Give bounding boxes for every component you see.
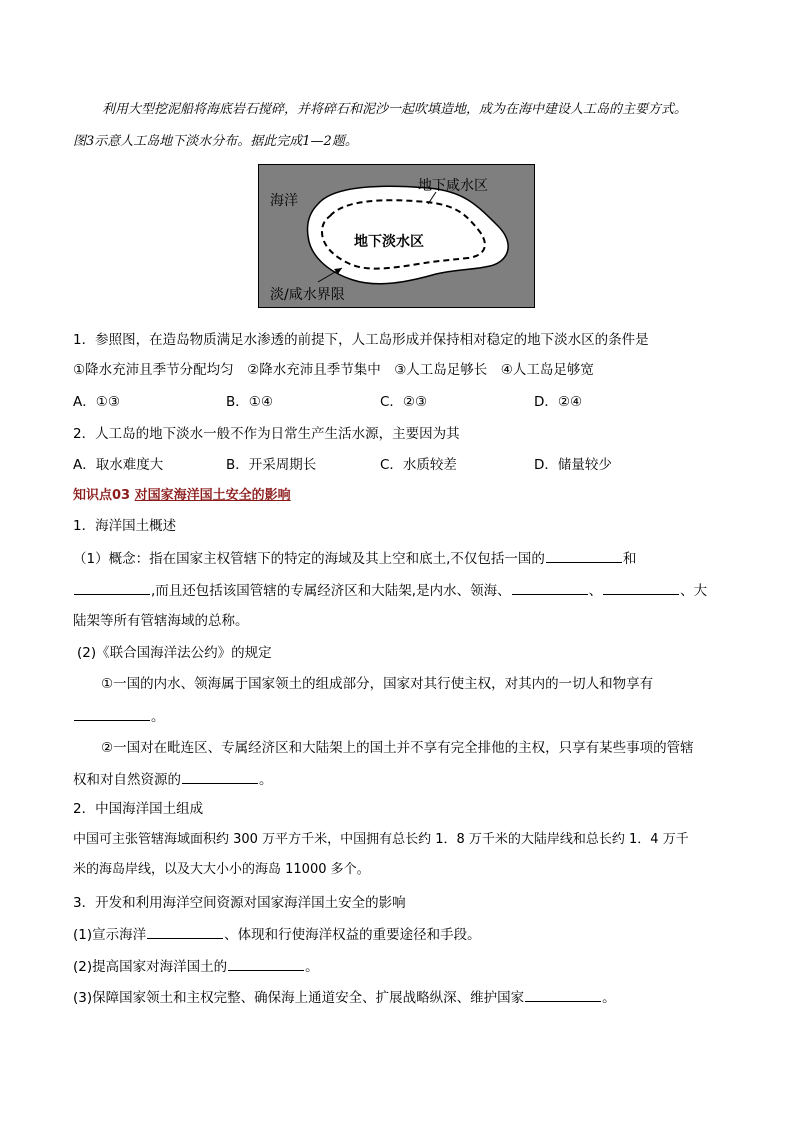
blank-7[interactable] [147, 924, 223, 939]
concept-text-a: （1）概念：指在国家主权管辖下的特定的海域及其上空和底土,不仅包括一国的 [73, 551, 545, 567]
blank-2[interactable] [74, 580, 150, 595]
q1-option-d[interactable]: D．②④ [534, 394, 583, 410]
section2-title: 2．中国海洋国土组成 [73, 801, 204, 817]
concept-line-1 [73, 548, 636, 569]
ocean-label: 海洋 [270, 193, 298, 209]
blank-1[interactable] [546, 548, 622, 563]
q1-option-b[interactable]: B．①④ [226, 394, 273, 410]
section3-point-1 [73, 924, 481, 945]
section3-point-3 [73, 987, 616, 1008]
blank-4[interactable] [603, 580, 679, 595]
blank-6[interactable] [182, 769, 258, 784]
p2-text-a: (2)提高国家对海洋国土的 [73, 959, 228, 975]
intro-line-2: 图3示意人工岛地下淡水分布。据此完成1—2题。 [73, 134, 358, 149]
law2-end: 。 [259, 772, 273, 788]
q1-items: ①降水充沛且季节分配均匀 ②降水充沛且季节集中 ③人工岛足够长 ④人工岛足够宽 [73, 362, 594, 378]
intro-line-1: 利用大型挖泥船将海底岩石搅碎，并将碎石和泥沙一起吹填造地，成为在海中建设人工岛的主要方式。 [102, 102, 688, 117]
section2-line-2: 米的海岛岸线，以及大大小小的海岛 11000 多个。 [73, 862, 370, 877]
blank-3[interactable] [512, 580, 588, 595]
q2-option-a[interactable]: A．取水难度大 [73, 457, 164, 473]
p1-text-b: 、体现和行使海洋权益的重要途径和手段。 [224, 927, 481, 943]
section2-line-1: 中国可主张管辖海域面积约 300 万平方千米，中国拥有总长约 1．8 万千米的大陆岸线和总长约 1．4 万千 [73, 832, 689, 847]
section1-title: 1．海洋国土概述 [73, 518, 177, 534]
law2-line-2 [73, 769, 273, 790]
q1-option-a[interactable]: A．①③ [73, 394, 120, 410]
concept-text-e: 、大 [680, 583, 708, 599]
p3-text-b: 。 [602, 990, 616, 1006]
p2-text-b: 。 [305, 959, 319, 975]
concept-text-c: ,而且还包括该国管辖的专属经济区和大陆架,是内水、领海、 [151, 583, 511, 599]
blank-9[interactable] [525, 987, 601, 1002]
knowledge-point-heading [73, 486, 291, 506]
q2-option-b[interactable]: B．开采周期长 [226, 457, 317, 473]
concept-text-b: 和 [622, 551, 637, 567]
concept-text-d: 、 [588, 583, 603, 599]
law-title: (2)《联合国海洋法公约》的规定 [77, 645, 272, 661]
concept-line-2 [73, 580, 707, 601]
section3-title: 3．开发和利用海洋空间资源对国家海洋国土安全的影响 [73, 895, 406, 911]
concept-line-3: 陆架等所有管辖海域的总称。 [73, 613, 249, 629]
q2-option-d[interactable]: D．储量较少 [534, 457, 612, 473]
boundary-label: 淡/咸水界限 [270, 287, 345, 303]
q1-option-c[interactable]: C．②③ [380, 394, 428, 410]
q1-stem: 1．参照图，在造岛物质满足水渗透的前提下，人工岛形成并保持相对稳定的地下淡水区的条件是 [73, 332, 649, 348]
kp-prefix: 知识点03 [73, 488, 131, 503]
law2-line-1: ②一国对在毗连区、专属经济区和大陆架上的国土并不享有完全排他的主权，只享有某些事项的管辖 [101, 740, 694, 756]
saline-zone-label: 地下咸水区 [418, 178, 488, 194]
q2-option-c[interactable]: C．水质较差 [380, 457, 457, 473]
blank-8[interactable] [228, 956, 304, 971]
section3-point-2 [73, 956, 319, 977]
freshwater-zone-label: 地下淡水区 [354, 234, 424, 250]
island-groundwater-map [258, 164, 535, 308]
law1-line-2 [73, 706, 165, 727]
law2-text-b: 权和对自然资源的 [73, 772, 181, 788]
p3-text-a: (3)保障国家领土和主权完整、确保海上通道安全、扩展战略纵深、维护国家 [73, 990, 525, 1006]
p1-text-a: (1)宣示海洋 [73, 927, 147, 943]
law1-line-1: ①一国的内水、领海属于国家领土的组成部分，国家对其行使主权，对其内的一切人和物享有 [101, 676, 654, 692]
law1-end: 。 [151, 709, 165, 725]
q2-stem: 2．人工岛的地下淡水一般不作为日常生产生活水源，主要因为其 [73, 426, 460, 442]
kp-title: 对国家海洋国土安全的影响 [134, 488, 291, 503]
blank-5[interactable] [74, 706, 150, 721]
